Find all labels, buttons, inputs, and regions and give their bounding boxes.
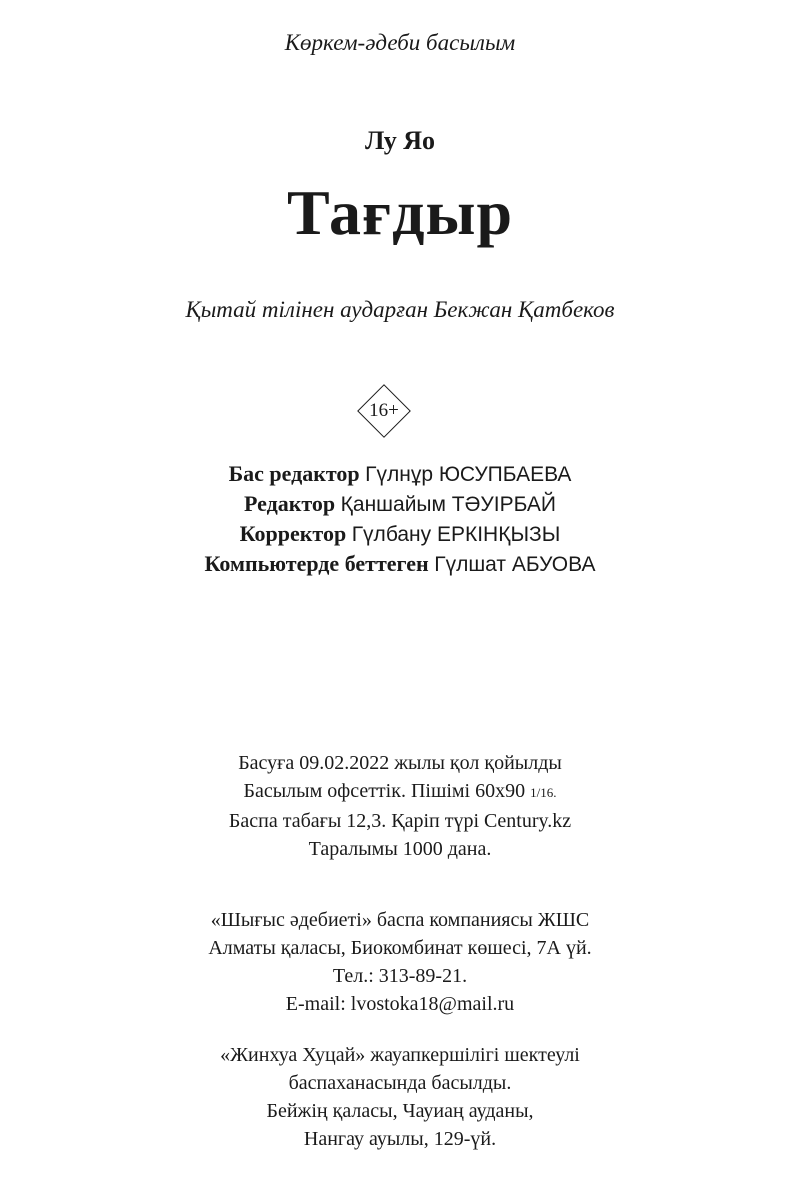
staff-row-editor bbox=[0, 489, 800, 519]
age-rating-badge bbox=[357, 384, 411, 438]
staff-role: Корректор bbox=[239, 521, 347, 546]
publisher-line: Тел.: 313-89-21. bbox=[332, 965, 468, 987]
publisher-info bbox=[0, 906, 800, 1018]
staff-name: Қаншайым ТӘУІРБАЙ bbox=[340, 493, 557, 516]
staff-name: Гүлбану ЕРКІНҚЫЗЫ bbox=[351, 523, 561, 546]
printer-line: Нангау ауылы, 129-үй. bbox=[303, 1128, 497, 1150]
author-name: Лу Яо bbox=[364, 126, 435, 155]
print-info bbox=[0, 749, 800, 863]
genre-label: Көркем-әдеби басылым bbox=[284, 30, 516, 55]
print-info-line: Баспа табағы 12,3. Қаріп түрі Century.kz bbox=[228, 810, 572, 832]
print-info-line: Таралымы 1000 дана. bbox=[308, 838, 492, 860]
staff-role: Бас редактор bbox=[228, 461, 360, 486]
age-rating-text: 16+ bbox=[369, 400, 399, 421]
printer-info bbox=[0, 1041, 800, 1153]
publisher-line: «Шығыс әдебиеті» баспа компаниясы ЖШС bbox=[210, 909, 590, 931]
translator-credit: Қытай тілінен аударған Бекжан Қатбеков bbox=[185, 297, 615, 322]
staff-role: Редактор bbox=[243, 491, 336, 516]
staff-role: Компьютерде беттеген bbox=[204, 551, 429, 576]
staff-row-proofreader bbox=[0, 519, 800, 549]
staff-row-chief-editor bbox=[0, 459, 800, 489]
print-info-line bbox=[0, 777, 800, 807]
printer-line: Бейжің қаласы, Чауиаң ауданы, bbox=[266, 1100, 534, 1122]
staff-name: Гүлшат АБУОВА bbox=[434, 553, 596, 576]
staff-name: Гүлнұр ЮСУПБАЕВА bbox=[365, 463, 572, 486]
staff-row-layout bbox=[0, 549, 800, 579]
staff-credits bbox=[0, 459, 800, 579]
publisher-line: Алматы қаласы, Биокомбинат көшесі, 7А үй. bbox=[208, 937, 592, 959]
publisher-email: E-mail: lvostoka18@mail.ru bbox=[285, 993, 515, 1015]
printer-line: баспаханасында басылды. bbox=[288, 1072, 512, 1094]
book-title: Тағдыр bbox=[286, 177, 514, 248]
print-format-fraction: 1/16. bbox=[530, 785, 557, 800]
printer-line: «Жинхуа Хуцай» жауапкершілігі шектеулі bbox=[220, 1044, 580, 1066]
print-format-text: Басылым офсеттік. Пішімі 60х90 bbox=[243, 780, 526, 802]
print-info-line: Басуға 09.02.2022 жылы қол қойылды bbox=[238, 752, 562, 774]
